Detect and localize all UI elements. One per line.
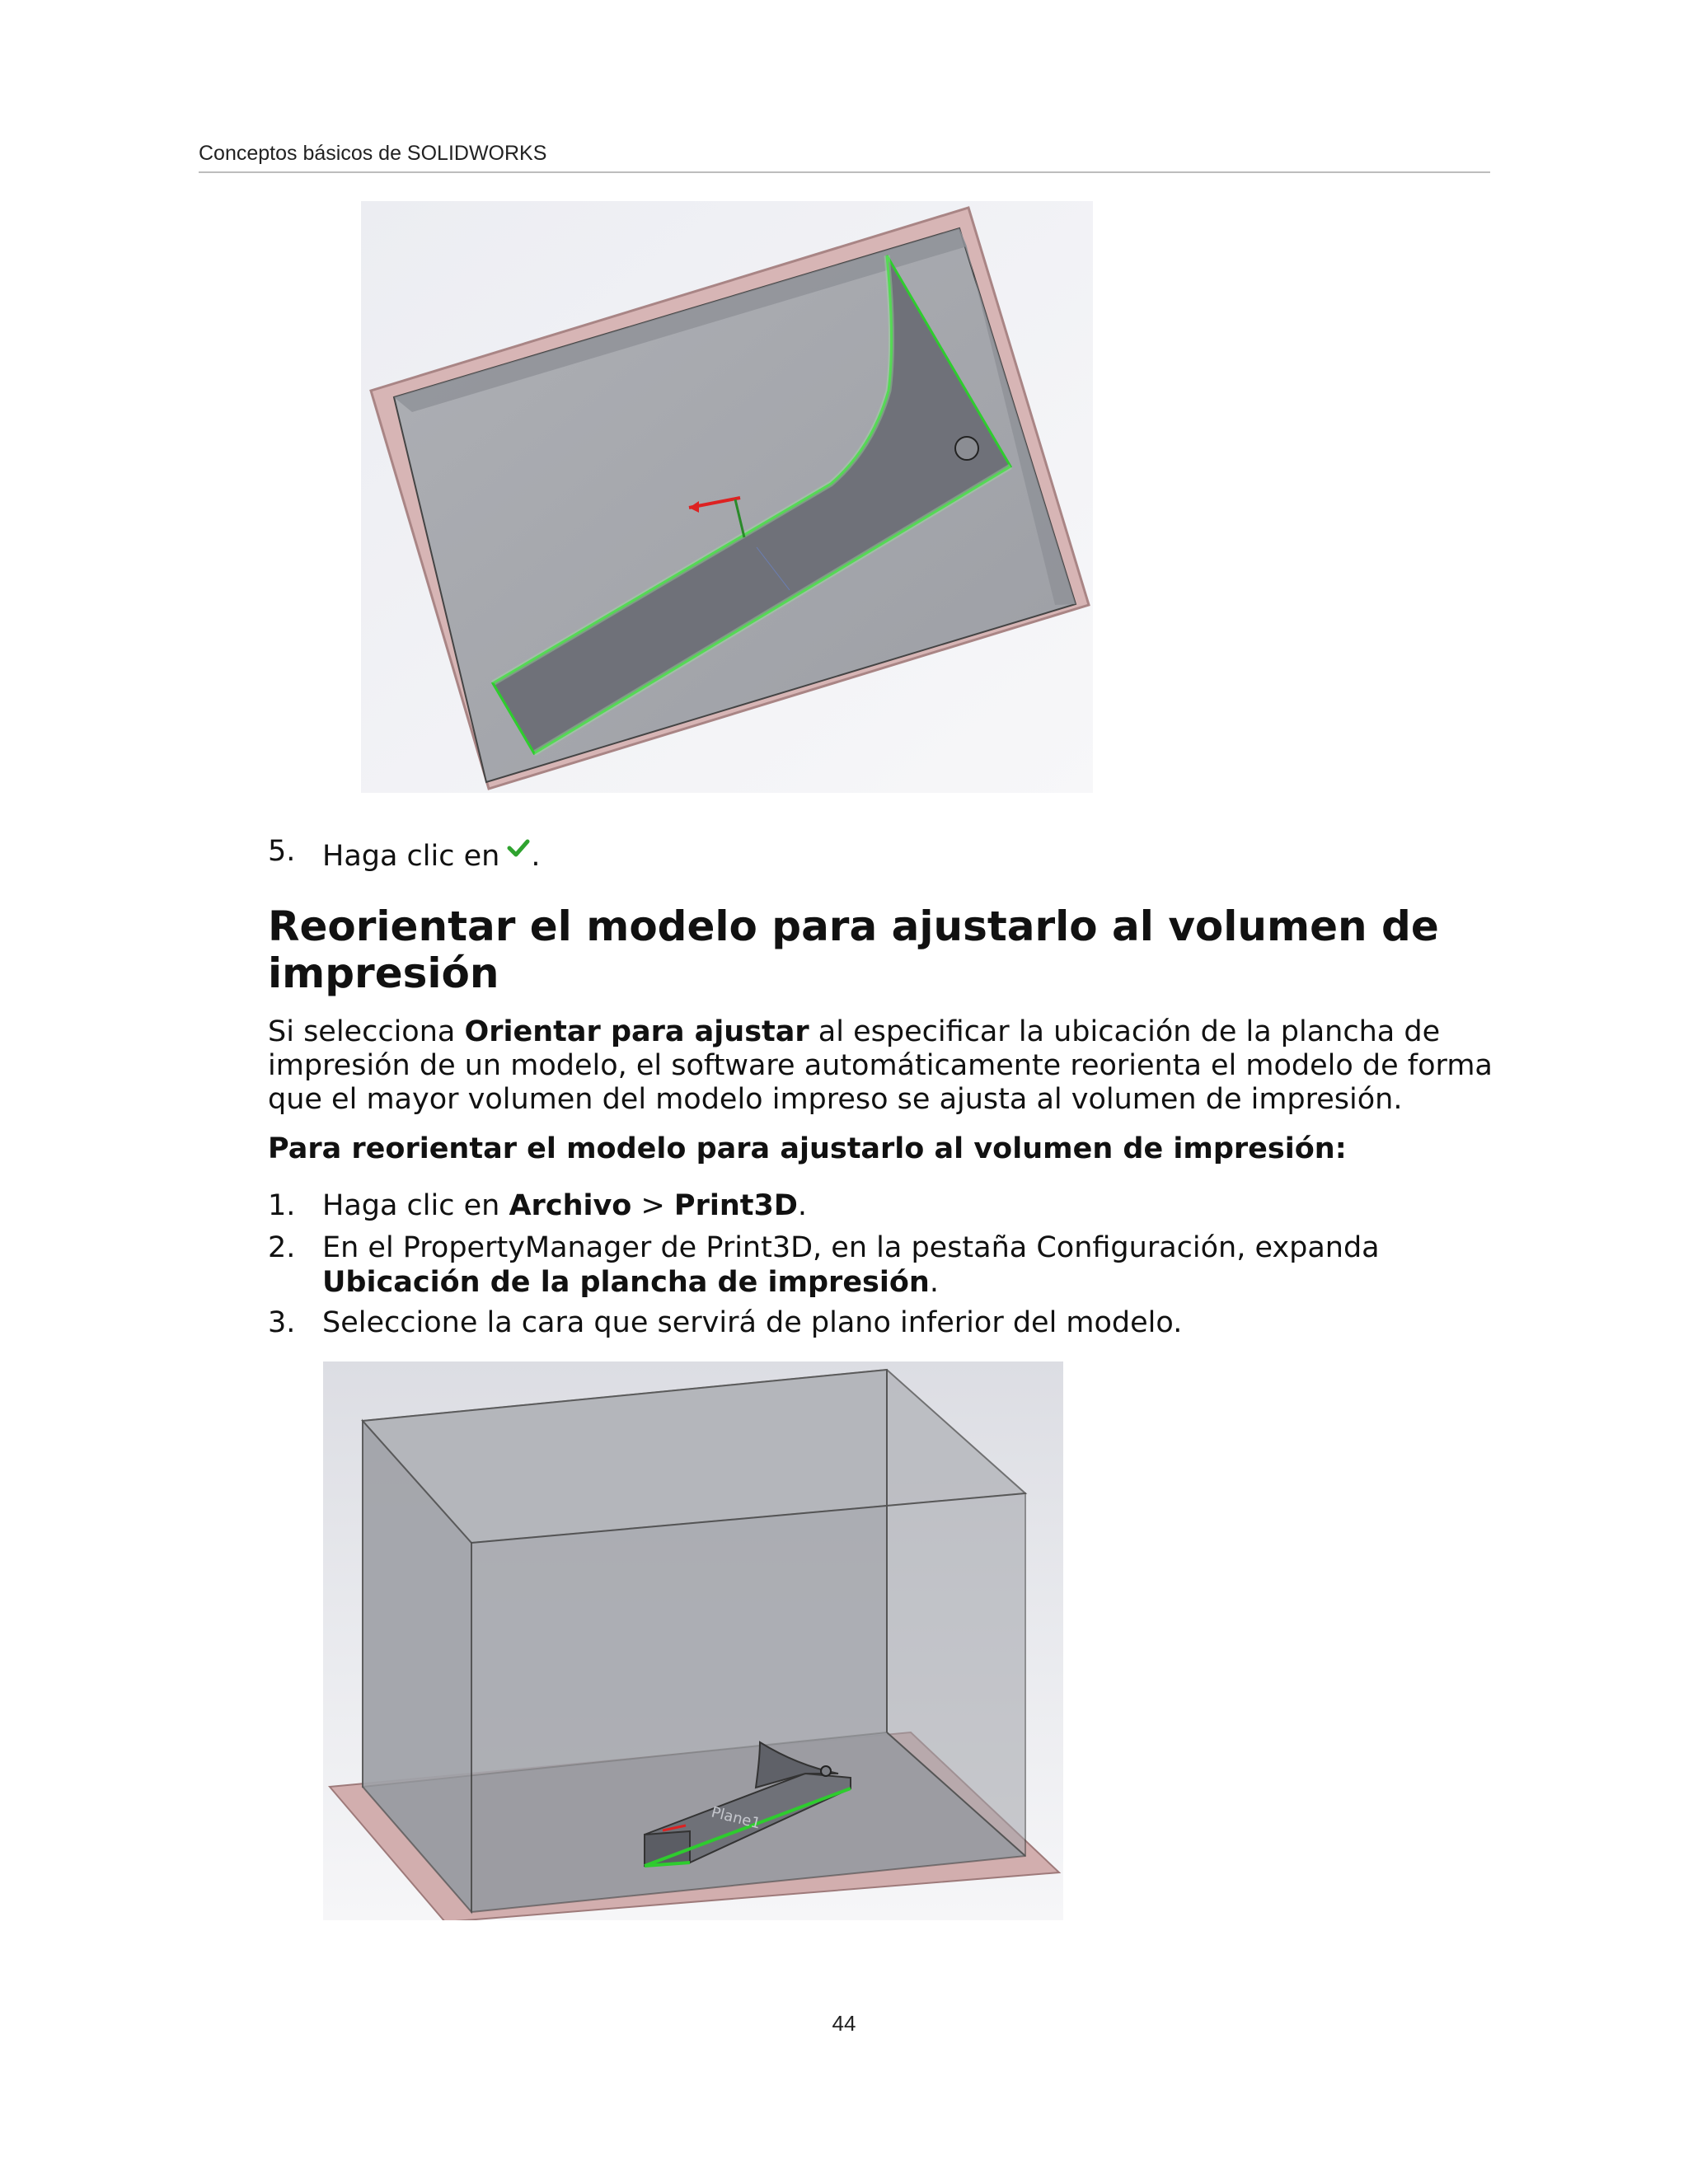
step-number: 3. [268,1306,296,1339]
step-2-text-1: En el PropertyManager de Print3D, en la pestaña Configuración, expanda [322,1231,1380,1264]
procedure-title: Para reorientar el modelo para ajustarlo al volumen de impresión: [268,1132,1347,1165]
step-2-ubicacion: Ubicación de la plancha de impresión [322,1266,930,1299]
plane1-label: Plane1 [709,1803,762,1833]
step-1-separator: > [631,1189,674,1222]
intro-bold-orientar: Orientar para ajustar [464,1015,809,1048]
step-1-print3d: Print3D [673,1189,798,1222]
step-1-archivo: Archivo [509,1189,632,1222]
green-checkmark-icon [506,834,531,859]
step-number: 1. [268,1189,296,1222]
step-5-text: Haga clic en [322,840,500,873]
step-text: Seleccione la cara que servirá de plano inferior del modelo. [322,1306,1183,1339]
step-1-text-1: Haga clic en [322,1189,509,1222]
step-text [322,1188,1493,1223]
print-plate-top-view-illustration [361,201,1093,793]
figure-plate-top-view [361,201,1093,793]
page-number: 44 [832,2011,856,2036]
print-volume-3d-view-illustration [323,1361,1063,1920]
intro-paragraph [268,1015,1496,1117]
intro-text-2: al especificar la ubicación de la plancha de impresión de un modelo, el software automáticamente reorienta el modelo de forma que el mayor volumen del modelo impreso se ajusta al volumen de impresión. [268,1015,1493,1116]
step-text [322,1230,1493,1300]
step-number: 5. [268,835,296,868]
step-5-suffix: . [531,840,541,873]
intro-text-1: Si selecciona [268,1015,465,1048]
section-heading: Reorientar el modelo para ajustarlo al volumen de impresión [268,902,1439,997]
step-text [322,834,1493,874]
step-2-period: . [929,1266,939,1299]
step-number: 2. [268,1231,296,1264]
page-header [199,140,1490,173]
header-title: Conceptos básicos de SOLIDWORKS [199,142,547,165]
figure-print-volume-3d [323,1361,1063,1920]
step-1-period: . [797,1189,808,1222]
